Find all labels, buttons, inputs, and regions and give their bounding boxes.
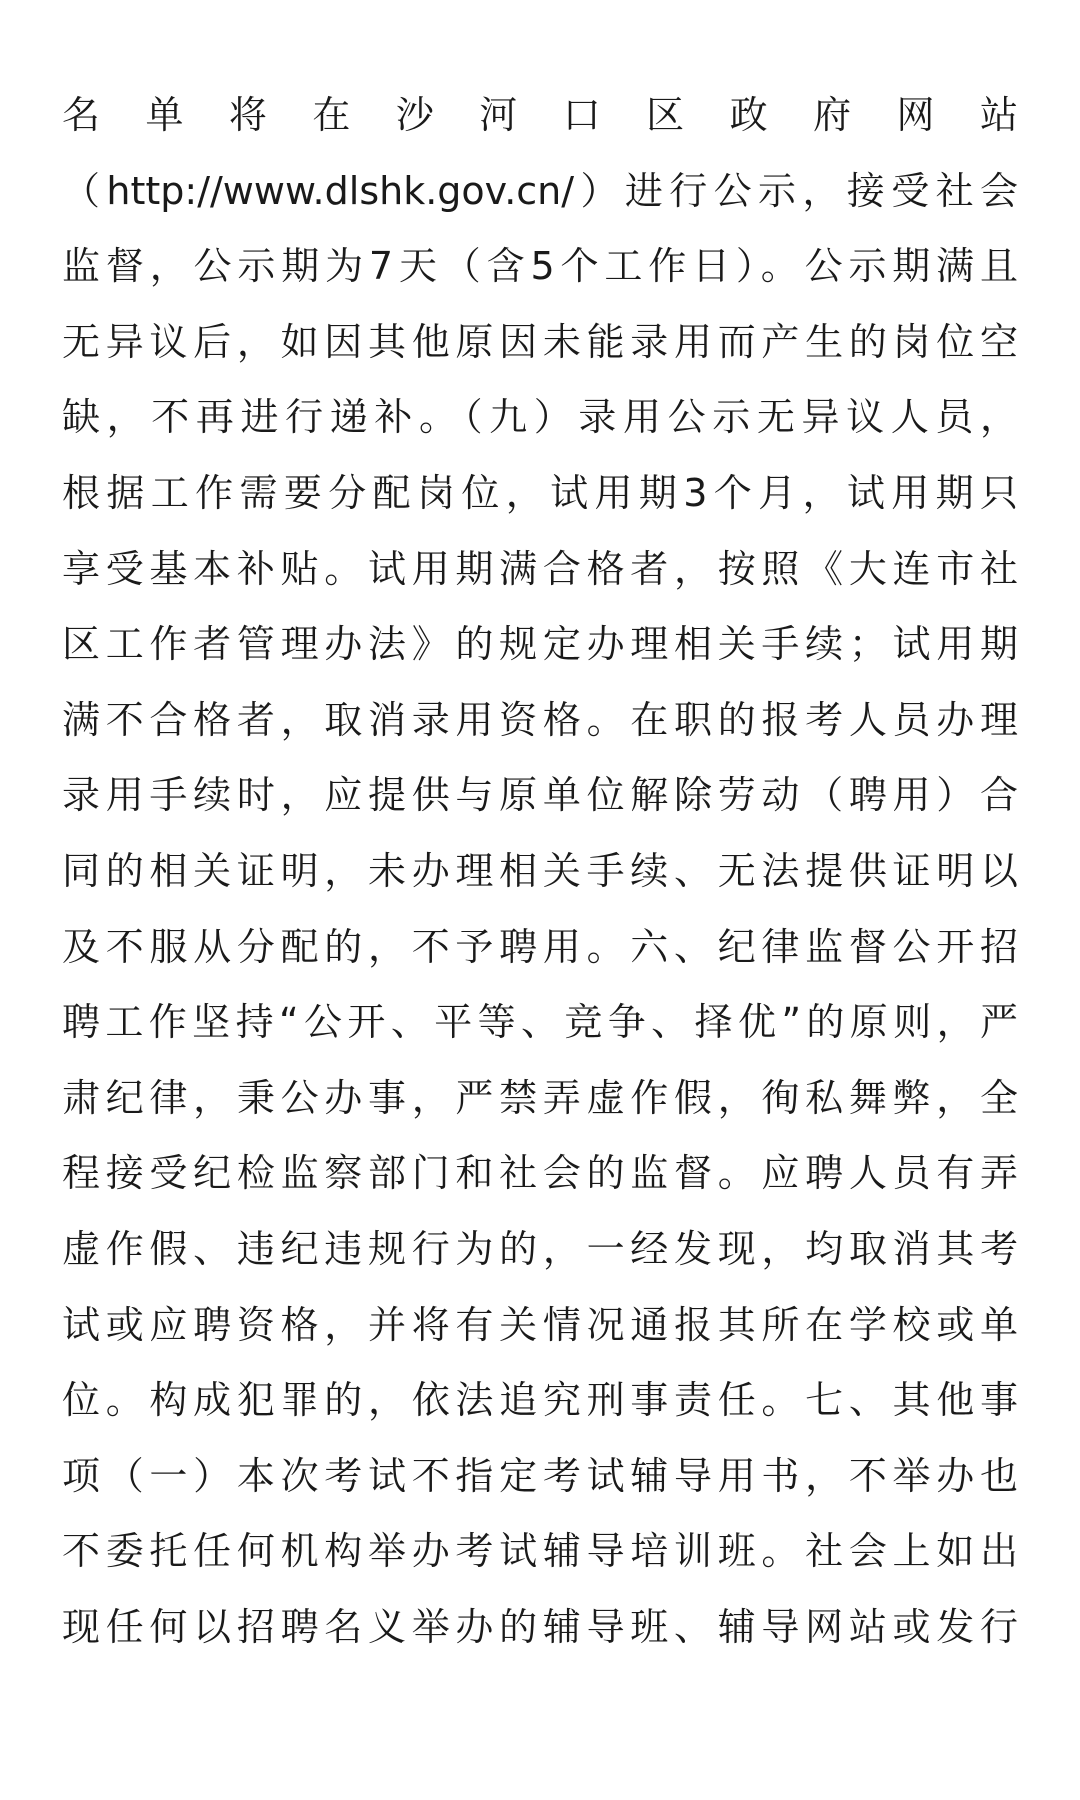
text-line: 聘工作坚持“公开、平等、竞争、择优”的原则，严 [62, 1000, 1018, 1045]
article-body [62, 78, 1018, 1665]
text-line: 满不合格者，取消录用资格。在职的报考人员办理 [62, 697, 1018, 742]
text-line: 享受基本补贴。试用期满合格者，按照《大连市社 [62, 546, 1018, 591]
text-line: 肃纪律，秉公办事，严禁弄虚作假，徇私舞弊，全 [62, 1075, 1018, 1120]
text-line: 监督，公示期为7天（含5个工作日）。公示期满且 [62, 244, 1018, 289]
text-line: 现任何以招聘名义举办的辅导班、辅导网站或发行 [62, 1604, 1018, 1649]
text-line: 缺，不再进行递补。（九）录用公示无异议人员， [62, 395, 1018, 440]
text-line: 试或应聘资格，并将有关情况通报其所在学校或单 [62, 1302, 1018, 1347]
text-line: 位。构成犯罪的，依法追究刑事责任。七、其他事 [62, 1378, 1018, 1423]
text-line: 同的相关证明，未办理相关手续、无法提供证明以 [62, 848, 1018, 893]
text-line: 根据工作需要分配岗位，试用期3个月，试用期只 [62, 470, 1018, 515]
text-line: 名单将在沙河口区政府网站 [62, 93, 1018, 137]
text-line: 虚作假、违纪违规行为的，一经发现，均取消其考 [62, 1226, 1018, 1271]
text-line: 无异议后，如因其他原因未能录用而产生的岗位空 [62, 319, 1018, 364]
text-line: 项（一）本次考试不指定考试辅导用书，不举办也 [62, 1453, 1018, 1498]
text-line: 区工作者管理办法》的规定办理相关手续；试用期 [62, 622, 1018, 667]
text-line: （http://www.dlshk.gov.cn/）进行公示，接受社会 [62, 168, 1018, 213]
text-line: 程接受纪检监察部门和社会的监督。应聘人员有弄 [62, 1151, 1018, 1196]
text-line: 及不服从分配的，不予聘用。六、纪律监督公开招 [62, 924, 1018, 969]
text-line: 录用手续时，应提供与原单位解除劳动（聘用）合 [62, 773, 1018, 818]
text-line: 不委托任何机构举办考试辅导培训班。社会上如出 [62, 1529, 1018, 1574]
